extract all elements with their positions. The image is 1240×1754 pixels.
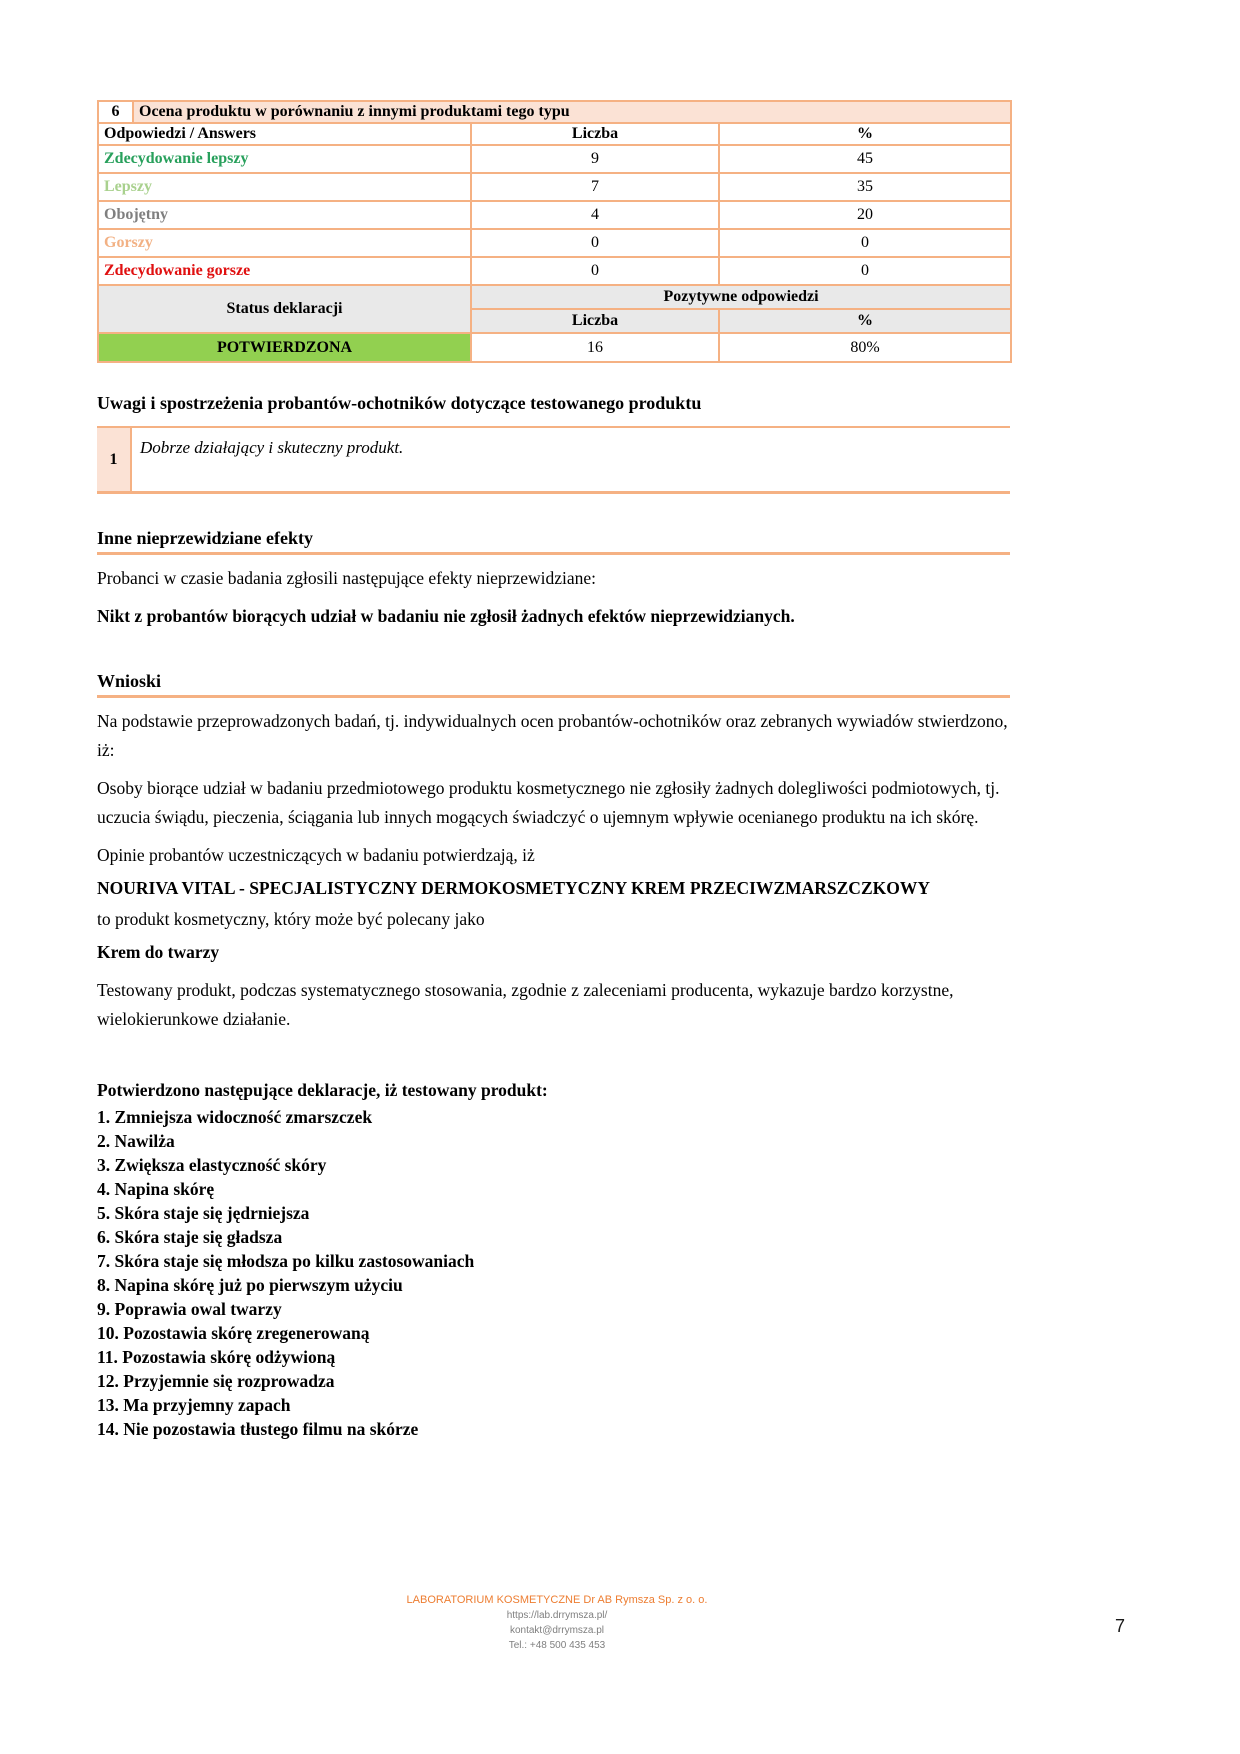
product-name: NOURIVA VITAL - SPECJALISTYCZNY DERMOKOSMETYCZNY KREM PRZECIWZMARSZCZKOWY <box>97 878 930 898</box>
remark-number: 1 <box>97 427 131 493</box>
answer-label: Zdecydowanie lepszy <box>98 145 471 173</box>
table-row <box>98 229 1011 257</box>
declaration-item: 13. Ma przyjemny zapach <box>97 1395 291 1415</box>
answer-percent: 35 <box>719 173 1011 201</box>
column-header-percent: % <box>719 123 1011 145</box>
declaration-item: 6. Skóra staje się gładsza <box>97 1227 283 1247</box>
positive-percent-header: % <box>719 309 1011 333</box>
declaration-item: 12. Przyjemnie się rozprowadza <box>97 1371 335 1391</box>
answer-count: 9 <box>471 145 719 173</box>
column-header-answers: Odpowiedzi / Answers <box>98 123 471 145</box>
footer-website-link: https://lab.drrymsza.pl/ <box>506 1610 608 1621</box>
conclusions-paragraph-1: Na podstawie przeprowadzonych badań, tj. indywidualnych ocen probantów-ochotników oraz zebranych wywiadów stwierdzono, iż: <box>97 711 1008 760</box>
table-number: 6 <box>98 101 133 123</box>
declaration-item: 10. Pozostawia skórę zregenerowaną <box>97 1323 370 1343</box>
declaration-item: 11. Pozostawia skórę odżywioną <box>97 1347 336 1367</box>
confirmed-count: 16 <box>471 333 719 362</box>
declaration-item: 8. Napina skórę już po pierwszym użyciu <box>97 1275 403 1295</box>
declaration-item: 14. Nie pozostawia tłustego filmu na skórze <box>97 1419 419 1439</box>
declaration-item: 9. Poprawia owal twarzy <box>97 1299 282 1319</box>
unforeseen-statement: Nikt z probantów biorących udział w badaniu nie zgłosił żadnych efektów nieprzewidzianych. <box>97 606 795 626</box>
answer-count: 7 <box>471 173 719 201</box>
positive-answers-header: Pozytywne odpowiedzi <box>471 285 1011 309</box>
status-badge: POTWIERDZONA <box>98 333 471 362</box>
conclusions-summary: Testowany produkt, podczas systematycznego stosowania, zgodnie z zaleceniami producenta, wykazuje bardzo korzystne, wielokierunkowe działanie. <box>97 980 954 1029</box>
table-row <box>98 173 1011 201</box>
table-row <box>98 145 1011 173</box>
answer-count: 0 <box>471 257 719 285</box>
declaration-item: 3. Zwiększa elastyczność skóry <box>97 1155 327 1175</box>
product-category: Krem do twarzy <box>97 942 220 962</box>
table-title-row <box>98 101 1011 123</box>
footer-phone: Tel.: +48 500 435 453 <box>508 1640 606 1651</box>
answer-label: Lepszy <box>98 173 471 201</box>
conclusions-heading: Wnioski <box>97 671 1010 698</box>
recommended-as-text: to produkt kosmetyczny, który może być polecany jako <box>97 909 485 929</box>
remark-text: Dobrze działający i skuteczny produkt. <box>140 438 404 457</box>
answer-label: Gorszy <box>98 229 471 257</box>
table-row <box>98 201 1011 229</box>
answer-label: Obojętny <box>98 201 471 229</box>
answer-percent: 45 <box>719 145 1011 173</box>
footer-email: kontakt@drrymsza.pl <box>509 1625 605 1636</box>
confirmed-row <box>98 333 1011 362</box>
unforeseen-intro: Probanci w czasie badania zgłosili następujące efekty nieprzewidziane: <box>97 568 597 588</box>
table-row <box>98 257 1011 285</box>
declaration-item: 4. Napina skórę <box>97 1179 215 1199</box>
answer-label: Zdecydowanie gorsze <box>98 257 471 285</box>
page-number: 7 <box>1114 1616 1125 1636</box>
unforeseen-heading: Inne nieprzewidziane efekty <box>97 528 1010 555</box>
remarks-table <box>97 426 1010 494</box>
conclusions-paragraph-3: Opinie probantów uczestniczących w badaniu potwierdzają, iż <box>97 845 535 865</box>
footer-company-name: LABORATORIUM KOSMETYCZNE Dr AB Rymsza Sp. z o. o. <box>406 1594 708 1606</box>
status-label: Status deklaracji <box>98 285 471 333</box>
answer-count: 4 <box>471 201 719 229</box>
page-content <box>97 100 1010 1441</box>
declaration-item: 7. Skóra staje się młodsza po kilku zastosowaniach <box>97 1251 475 1271</box>
conclusions-paragraph-2: Osoby biorące udział w badaniu przedmiotowego produktu kosmetycznego nie zgłosiły żadnych dolegliwości podmiotowych, tj. uczucia świądu, pieczenia, ściągania lub innych mogących świadczyć o ujemnym wpływie ocenianego produktu na ich skórę. <box>97 778 1000 827</box>
remark-row <box>97 427 1010 493</box>
remarks-heading: Uwagi i spostrzeżenia probantów-ochotników dotyczące testowanego produktu <box>97 393 702 413</box>
answer-percent: 0 <box>719 229 1011 257</box>
answer-percent: 0 <box>719 257 1011 285</box>
comparison-table <box>97 100 1012 363</box>
declaration-item: 1. Zmniejsza widoczność zmarszczek <box>97 1107 373 1127</box>
declarations-heading: Potwierdzono następujące deklaracje, iż testowany produkt: <box>97 1080 548 1100</box>
status-header-row <box>98 285 1011 309</box>
page-footer <box>97 1593 1017 1653</box>
table-header-row <box>98 123 1011 145</box>
answer-count: 0 <box>471 229 719 257</box>
declaration-item: 5. Skóra staje się jędrniejsza <box>97 1203 310 1223</box>
table-title: Ocena produktu w porównaniu z innymi produktami tego typu <box>133 101 1011 123</box>
confirmed-percent: 80% <box>719 333 1011 362</box>
answer-percent: 20 <box>719 201 1011 229</box>
column-header-count: Liczba <box>471 123 719 145</box>
declaration-item: 2. Nawilża <box>97 1131 175 1151</box>
positive-count-header: Liczba <box>471 309 719 333</box>
